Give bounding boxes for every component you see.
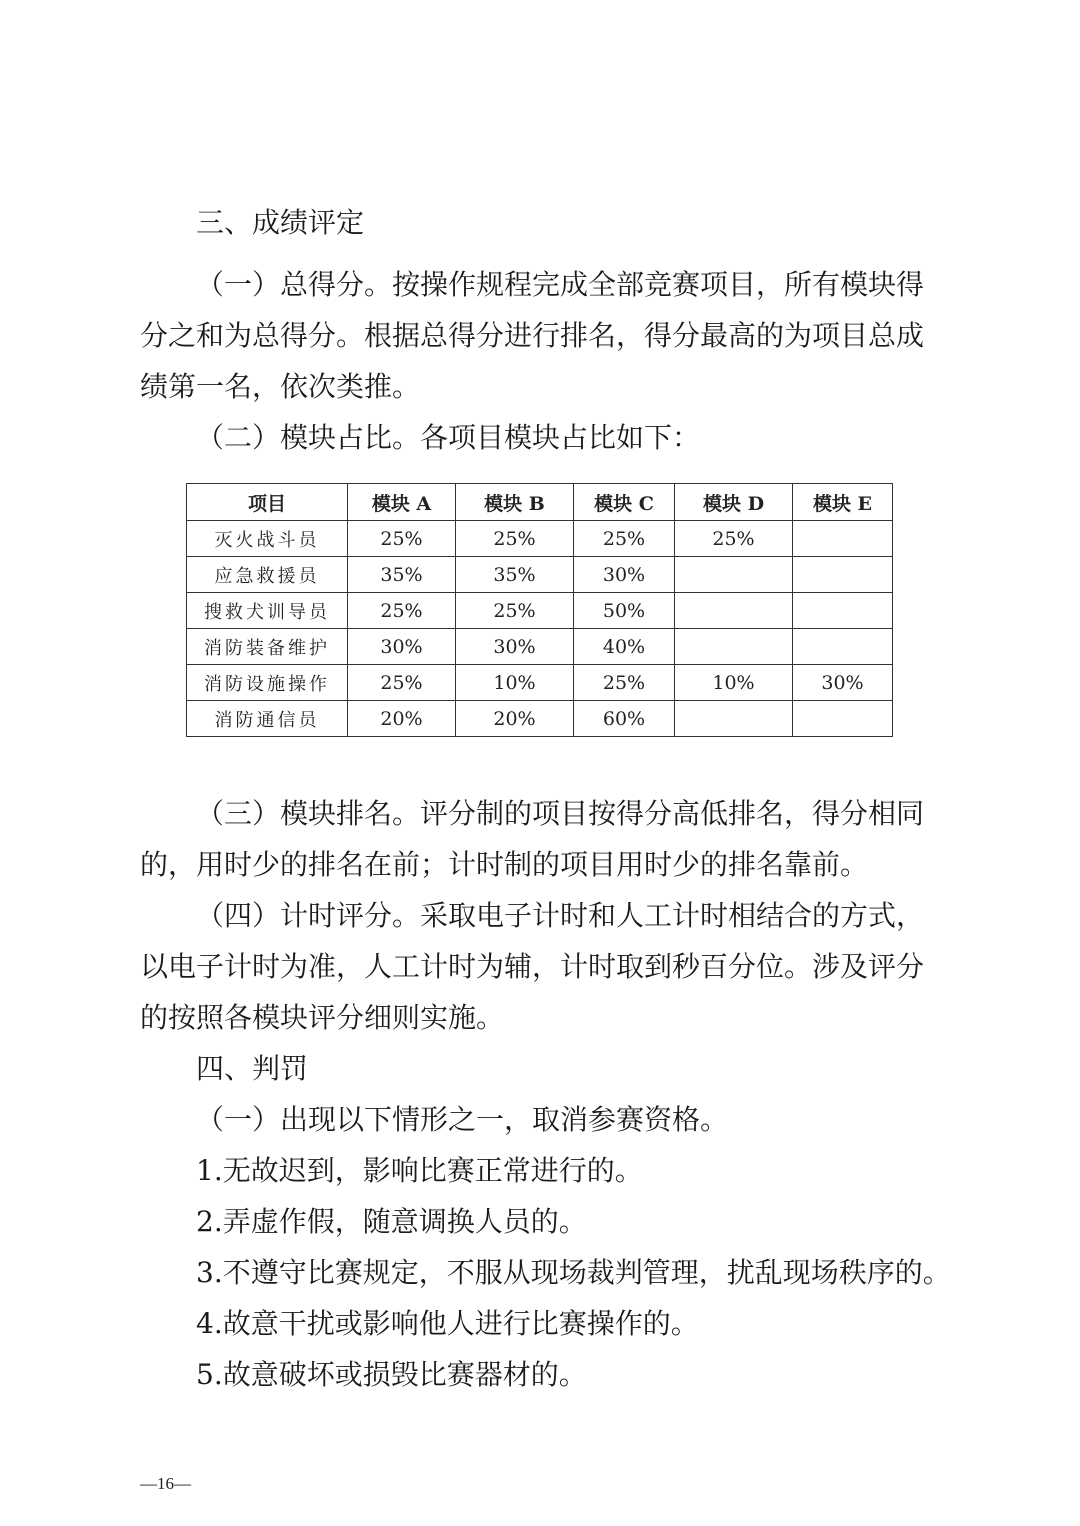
cell-value: 35% [348,557,456,593]
cell-value: 25% [348,521,456,557]
table-row [187,557,893,593]
header-project: 项目 [187,484,348,521]
paragraph-module-ranking: （三）模块排名。评分制的项目按得分高低排名，得分相同 [196,797,925,830]
row-name: 消防装备维护 [187,629,348,665]
cell-value [793,701,893,737]
cell-value [793,557,893,593]
table-row [187,593,893,629]
table-row [187,665,893,701]
paragraph-module-ranking-line2: 的，用时少的排名在前；计时制的项目用时少的排名靠前。 [140,848,869,881]
paragraph-timing: （四）计时评分。采取电子计时和人工计时相结合的方式， [196,899,925,932]
header-module-d: 模块 D [675,484,793,521]
cell-value [793,521,893,557]
cell-value [675,701,793,737]
row-name: 消防设施操作 [187,665,348,701]
row-name: 灭火战斗员 [187,521,348,557]
paragraph-timing-line2: 以电子计时为准，人工计时为辅，计时取到秒百分位。涉及评分 [140,950,925,983]
cell-value: 40% [574,629,675,665]
row-name: 搜救犬训导员 [187,593,348,629]
cell-value: 25% [675,521,793,557]
cell-value: 30% [456,629,574,665]
list-item: 1.无故迟到，影响比赛正常进行的。 [196,1154,643,1187]
cell-value: 25% [574,665,675,701]
list-item: 2.弄虚作假，随意调换人员的。 [196,1205,587,1238]
module-ratio-table [186,483,893,737]
cell-value: 30% [348,629,456,665]
list-item: 5.故意破坏或损毁比赛器材的。 [196,1358,587,1391]
cell-value: 30% [793,665,893,701]
cell-value: 10% [675,665,793,701]
table-row [187,701,893,737]
cell-value: 50% [574,593,675,629]
paragraph-total-score: （一）总得分。按操作规程完成全部竞赛项目，所有模块得 [196,268,925,301]
paragraph-total-score-line3: 绩第一名，依次类推。 [140,370,421,403]
cell-value: 60% [574,701,675,737]
page-number: —16— [140,1474,191,1493]
paragraph-total-score-line2: 分之和为总得分。根据总得分进行排名，得分最高的为项目总成 [140,319,925,352]
paragraph-module-ratio: （二）模块占比。各项目模块占比如下： [196,421,701,454]
cell-value [675,593,793,629]
cell-value: 25% [456,593,574,629]
cell-value: 10% [456,665,574,701]
table-header-row [187,484,893,521]
cell-value: 20% [456,701,574,737]
table-row [187,521,893,557]
section-heading-4: 四、判罚 [196,1052,309,1085]
header-module-b: 模块 B [456,484,574,521]
list-item: 3.不遵守比赛规定，不服从现场裁判管理，扰乱现场秩序的。 [196,1256,951,1289]
row-name: 应急救援员 [187,557,348,593]
cell-value [793,593,893,629]
row-name: 消防通信员 [187,701,348,737]
cell-value [675,557,793,593]
cell-value: 25% [574,521,675,557]
paragraph-timing-line3: 的按照各模块评分细则实施。 [140,1001,505,1034]
header-module-c: 模块 C [574,484,675,521]
cell-value: 20% [348,701,456,737]
header-module-e: 模块 E [793,484,893,521]
header-module-a: 模块 A [348,484,456,521]
table-row [187,629,893,665]
paragraph-disqualification: （一）出现以下情形之一，取消参赛资格。 [196,1103,729,1136]
cell-value: 25% [348,665,456,701]
cell-value [675,629,793,665]
cell-value: 25% [348,593,456,629]
list-item: 4.故意干扰或影响他人进行比赛操作的。 [196,1307,699,1340]
cell-value: 30% [574,557,675,593]
cell-value [793,629,893,665]
section-heading-3: 三、成绩评定 [196,206,365,239]
cell-value: 35% [456,557,574,593]
cell-value: 25% [456,521,574,557]
